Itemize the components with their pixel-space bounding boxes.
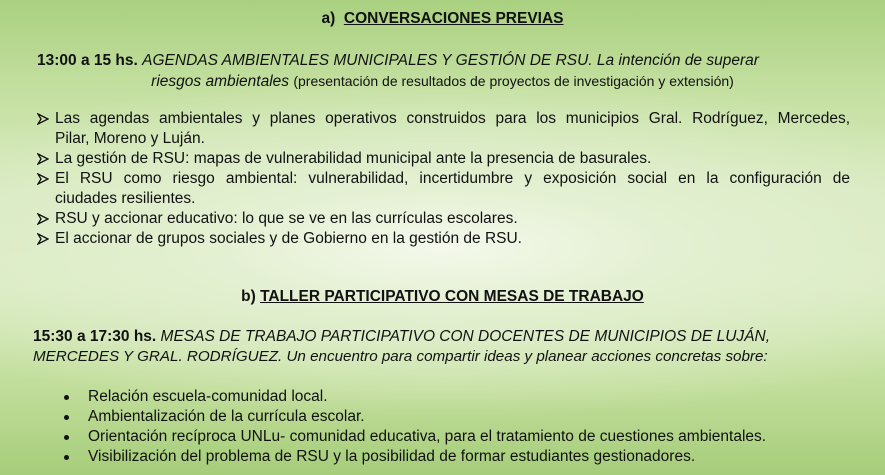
section-b-intro-line1: [33, 327, 851, 347]
section-a-item-line: La gestión de RSU: mapas de vulnerabilidad municipal ante la presencia de basurales.: [55, 150, 652, 167]
section-a-item-line: El accionar de grupos sociales y de Gobierno en la gestión de RSU.: [55, 230, 522, 247]
section-a-topic-note: (presentación de resultados de proyectos de investigación y extensión): [293, 73, 734, 89]
section-b-title: TALLER PARTICIPATIVO CON MESAS DE TRABAJO: [260, 288, 644, 305]
section-b-heading: [0, 287, 885, 307]
arrow-bullet-icon: [37, 113, 49, 125]
section-b-item: Orientación recíproca UNLu- comunidad educativa, para el tratamiento de cuestiones ambientales.: [88, 428, 767, 445]
arrow-bullet-icon: [37, 173, 49, 185]
arrow-bullet-icon: [37, 233, 49, 245]
bullet-dot-icon: [64, 435, 69, 440]
section-a-item-line: ciudades resilientes.: [55, 190, 196, 207]
section-a-item-line: Las agendas ambientales y planes operativos construidos para los municipios Gral. Rodríguez, Mercedes,: [55, 110, 850, 127]
section-a-topic-line2: riesgos ambientales: [151, 73, 290, 90]
section-a-title: CONVERSACIONES PREVIAS: [343, 10, 564, 27]
section-b-topic-line1: MESAS DE TRABAJO PARTICIPATIVO CON DOCENTES DE MUNICIPIOS DE LUJÁN,: [160, 328, 771, 345]
section-b-item: Ambientalización de la currícula escolar.: [88, 408, 365, 425]
section-a-intro-line2: [0, 71, 885, 92]
section-a-item-line: Pilar, Moreno y Luján.: [55, 130, 205, 147]
section-b-label: b): [241, 288, 256, 305]
section-a-item-line: El RSU como riesgo ambiental: vulnerabilidad, incertidumbre y exposición social en la configuración de: [55, 170, 850, 187]
section-a-label: a): [321, 10, 336, 27]
section-a-intro-line1: [37, 51, 849, 71]
section-b-item: Visibilización del problema de RSU y la posibilidad de formar estudiantes gestionadores.: [88, 448, 696, 465]
section-b-time: 15:30 a 17:30 hs.: [33, 328, 157, 345]
bullet-dot-icon: [64, 415, 69, 420]
section-a-time: 13:00 a 15 hs.: [37, 52, 138, 69]
arrow-bullet-icon: [37, 213, 49, 225]
section-a-heading: [0, 9, 885, 29]
arrow-bullet-icon: [37, 153, 49, 165]
section-a-topic-line1: AGENDAS AMBIENTALES MUNICIPALES Y GESTIÓN DE RSU. La intención de superar: [142, 52, 759, 69]
section-b-item: Relación escuela-comunidad local.: [88, 388, 328, 405]
section-b-topic-line2: MERCEDES Y GRAL. RODRÍGUEZ. Un encuentro para compartir ideas y planear acciones concretas sobre:: [33, 348, 768, 365]
bullet-dot-icon: [64, 395, 69, 400]
bullet-dot-icon: [64, 455, 69, 460]
section-a-item-line: RSU y accionar educativo: lo que se ve en las currículas escolares.: [55, 210, 518, 227]
